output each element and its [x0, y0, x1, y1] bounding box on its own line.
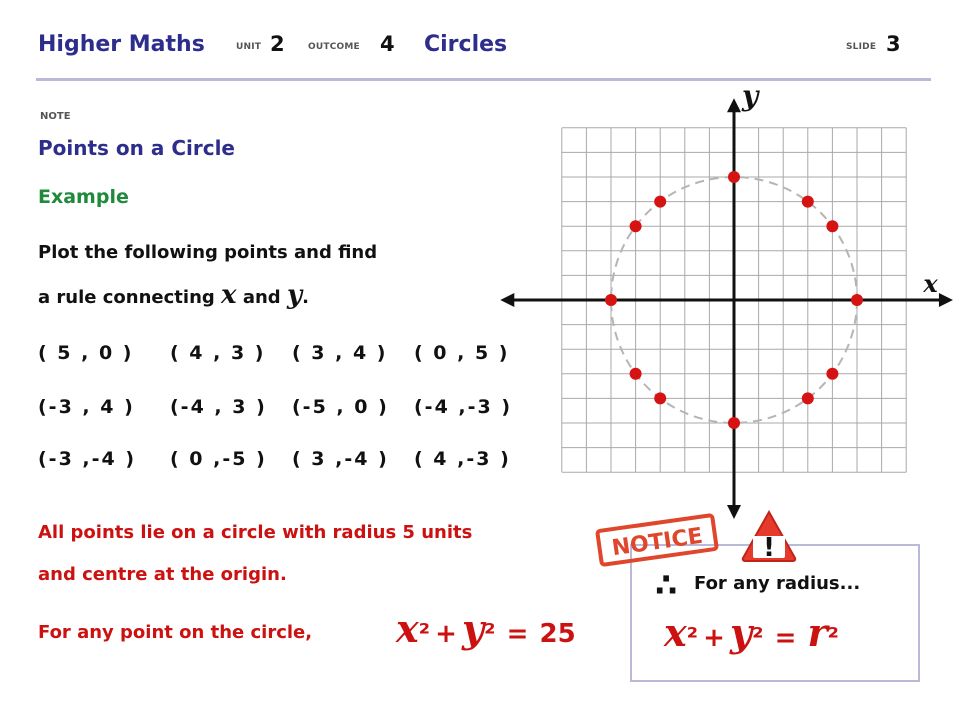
for-any-radius: For any radius...	[694, 573, 861, 594]
eq-x: x	[396, 606, 419, 651]
note-label: NOTE	[40, 111, 71, 122]
course-title: Higher Maths	[38, 32, 205, 57]
axes	[500, 98, 953, 519]
point-label: ( 4 ,-3 )	[414, 448, 511, 470]
data-point	[654, 196, 666, 208]
data-point	[851, 294, 863, 306]
point-label: ( 3 , 4 )	[292, 342, 388, 364]
data-point	[630, 368, 642, 380]
therefore-symbol: ∴	[655, 566, 678, 604]
point-label: ( 0 , 5 )	[414, 342, 510, 364]
eq-value: 25	[539, 619, 576, 649]
point-label: ( 0 ,-5 )	[170, 448, 267, 470]
outcome-value: 4	[380, 32, 395, 56]
conclusion-line-3: For any point on the circle,	[38, 622, 313, 643]
warning-symbol: !	[763, 533, 775, 563]
data-point	[728, 171, 740, 183]
example-label: Example	[38, 186, 129, 208]
outcome-label: OUTCOME	[308, 42, 360, 52]
eq-x: x	[664, 610, 687, 655]
eq-equals: =	[774, 623, 797, 653]
equation-25	[396, 606, 576, 651]
eq-y: y	[462, 606, 485, 651]
y-axis-label: y	[742, 79, 759, 113]
point-label: ( 4 , 3 )	[170, 342, 266, 364]
point-label: (-3 ,-4 )	[38, 448, 137, 470]
equation-r-squared	[664, 610, 839, 655]
data-point	[802, 196, 814, 208]
eq-sq: ²	[686, 623, 699, 653]
topic-title: Circles	[424, 32, 508, 57]
point-label: (-5 , 0 )	[292, 396, 389, 418]
instruction-period: .	[302, 287, 309, 308]
eq-sq: ²	[752, 623, 764, 653]
point-label: (-4 ,-3 )	[414, 396, 513, 418]
unit-value: 2	[270, 32, 285, 56]
conclusion-line-1: All points lie on a circle with radius 5 units	[38, 522, 473, 543]
x-axis-arrow-right	[939, 293, 953, 307]
var-x: x	[221, 280, 237, 310]
data-point	[654, 392, 666, 404]
instruction-line-2	[38, 280, 309, 310]
stamp-text: NOTICE	[610, 523, 705, 562]
unit-label: UNIT	[236, 42, 262, 52]
x-axis-arrow-left	[500, 293, 514, 307]
instruction-prefix: a rule connecting	[38, 287, 215, 308]
point-label: (-4 , 3 )	[170, 396, 267, 418]
eq-equals: =	[506, 619, 529, 649]
y-axis-arrow-bottom	[727, 505, 741, 519]
data-point	[605, 294, 617, 306]
instruction-line-1: Plot the following points and find	[38, 242, 378, 263]
data-point	[826, 220, 838, 232]
x-axis-label: x	[923, 269, 938, 298]
data-point	[630, 220, 642, 232]
eq-plus: +	[435, 619, 457, 649]
coordinate-plot	[540, 79, 938, 500]
instruction-and: and	[242, 287, 281, 308]
eq-sq: ²	[484, 619, 496, 649]
point-label: ( 5 , 0 )	[38, 342, 134, 364]
point-label: ( 3 ,-4 )	[292, 448, 389, 470]
eq-y: y	[730, 610, 753, 655]
header-divider	[36, 78, 931, 81]
data-point	[728, 417, 740, 429]
eq-sq: ²	[827, 623, 839, 653]
point-label: (-3 , 4 )	[38, 396, 135, 418]
eq-r: r	[807, 610, 828, 655]
data-point	[826, 368, 838, 380]
data-point	[802, 392, 814, 404]
section-title: Points on a Circle	[38, 136, 235, 160]
slide-label: SLIDE	[846, 42, 877, 52]
var-y: y	[286, 280, 303, 310]
conclusion-line-2: and centre at the origin.	[38, 564, 287, 585]
eq-plus: +	[703, 623, 725, 653]
y-axis-arrow-top	[727, 98, 741, 112]
warning-icon	[740, 508, 798, 564]
slide-number: 3	[886, 32, 901, 56]
eq-sq: ²	[418, 619, 431, 649]
